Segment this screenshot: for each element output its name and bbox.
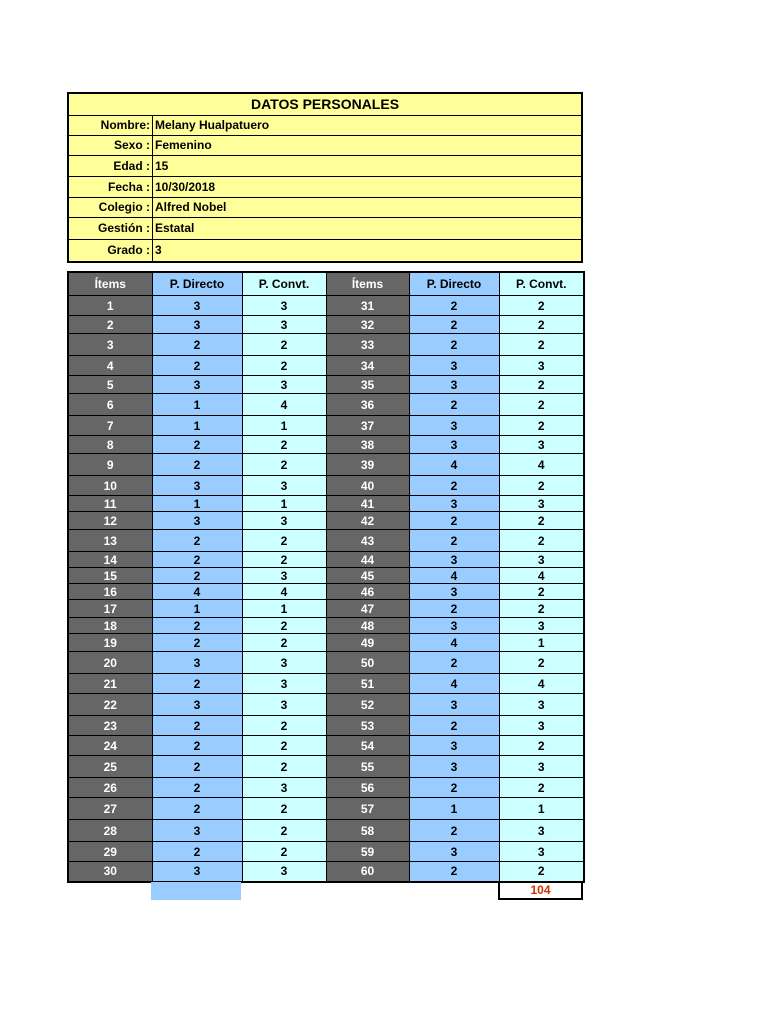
p-directo-value[interactable]: 2: [152, 334, 242, 356]
table-row: [68, 376, 584, 394]
p-directo-value[interactable]: 3: [409, 618, 499, 634]
p-directo-value[interactable]: 3: [409, 736, 499, 756]
item-number[interactable]: 49: [326, 634, 409, 652]
table-row: [68, 798, 584, 820]
item-number[interactable]: 46: [326, 584, 409, 600]
table-row: [68, 394, 584, 416]
p-directo-value[interactable]: 3: [152, 694, 242, 716]
p-convt-value[interactable]: 3: [242, 568, 326, 584]
p-convt-value[interactable]: 2: [242, 842, 326, 862]
p-convt-value[interactable]: 2: [242, 820, 326, 842]
field-row-edad: [69, 156, 581, 177]
p-convt-value[interactable]: 3: [499, 552, 584, 568]
field-label: Nombre:: [69, 116, 153, 135]
p-directo-value[interactable]: 1: [152, 416, 242, 436]
p-convt-value[interactable]: 2: [499, 476, 584, 496]
item-number[interactable]: 36: [326, 394, 409, 416]
field-label: Edad :: [69, 156, 153, 176]
p-directo-value[interactable]: 2: [152, 756, 242, 778]
item-number[interactable]: 33: [326, 334, 409, 356]
table-row: [68, 356, 584, 376]
p-convt-value[interactable]: 1: [242, 600, 326, 618]
p-directo-value[interactable]: 2: [152, 552, 242, 568]
field-row-nombre: [69, 116, 581, 136]
p-convt-value[interactable]: 2: [499, 862, 584, 882]
item-number[interactable]: 25: [68, 756, 152, 778]
scores-table-body: [68, 296, 584, 882]
p-convt-value[interactable]: 3: [242, 316, 326, 334]
p-convt-value[interactable]: 2: [242, 334, 326, 356]
item-number[interactable]: 47: [326, 600, 409, 618]
p-directo-value[interactable]: 2: [409, 476, 499, 496]
table-row: [68, 778, 584, 798]
table-row: [68, 530, 584, 552]
col-header-p-directo: P. Directo: [409, 272, 499, 296]
p-convt-value[interactable]: 3: [499, 842, 584, 862]
table-row: [68, 476, 584, 496]
p-directo-total-cell[interactable]: [151, 882, 241, 900]
p-convt-value[interactable]: 2: [499, 334, 584, 356]
p-convt-value[interactable]: 2: [499, 652, 584, 674]
item-number[interactable]: 6: [68, 394, 152, 416]
table-row: [68, 716, 584, 736]
p-convt-value[interactable]: 2: [242, 356, 326, 376]
p-convt-total-cell[interactable]: 104: [498, 881, 583, 900]
p-directo-value[interactable]: 2: [409, 820, 499, 842]
item-number[interactable]: 24: [68, 736, 152, 756]
p-directo-value[interactable]: 3: [152, 512, 242, 530]
item-number[interactable]: 9: [68, 454, 152, 476]
item-number[interactable]: 17: [68, 600, 152, 618]
p-directo-value[interactable]: 2: [152, 778, 242, 798]
item-number[interactable]: 11: [68, 496, 152, 512]
p-directo-value[interactable]: 3: [409, 356, 499, 376]
item-number[interactable]: 59: [326, 842, 409, 862]
table-row: [68, 334, 584, 356]
item-number[interactable]: 7: [68, 416, 152, 436]
p-convt-value[interactable]: 1: [242, 496, 326, 512]
p-directo-value[interactable]: 2: [152, 674, 242, 694]
p-directo-value[interactable]: 3: [409, 496, 499, 512]
col-header-p-convt: P. Convt.: [499, 272, 584, 296]
item-number[interactable]: 58: [326, 820, 409, 842]
item-number[interactable]: 39: [326, 454, 409, 476]
item-number[interactable]: 15: [68, 568, 152, 584]
p-convt-value[interactable]: 1: [499, 634, 584, 652]
table-row: [68, 862, 584, 882]
p-convt-value[interactable]: 3: [242, 862, 326, 882]
p-directo-value[interactable]: 1: [152, 394, 242, 416]
item-number[interactable]: 56: [326, 778, 409, 798]
col-header-p-directo: P. Directo: [152, 272, 242, 296]
p-convt-value[interactable]: 4: [499, 674, 584, 694]
p-directo-value[interactable]: 3: [409, 842, 499, 862]
p-convt-value[interactable]: 4: [499, 454, 584, 476]
p-directo-value[interactable]: 3: [152, 316, 242, 334]
item-number[interactable]: 41: [326, 496, 409, 512]
p-convt-value[interactable]: 2: [242, 736, 326, 756]
item-number[interactable]: 18: [68, 618, 152, 634]
p-directo-value[interactable]: 2: [152, 842, 242, 862]
col-header-p-convt: P. Convt.: [242, 272, 326, 296]
p-convt-value[interactable]: 2: [499, 778, 584, 798]
field-label: Colegio :: [69, 198, 153, 217]
p-directo-value[interactable]: 3: [152, 862, 242, 882]
p-convt-value[interactable]: 2: [242, 552, 326, 568]
p-convt-value[interactable]: 3: [242, 476, 326, 496]
p-directo-value[interactable]: 2: [409, 530, 499, 552]
field-label: Sexo :: [69, 136, 153, 155]
table-row: [68, 552, 584, 568]
item-number[interactable]: 31: [326, 296, 409, 316]
table-row: [68, 736, 584, 756]
p-convt-value[interactable]: 2: [242, 436, 326, 454]
item-number[interactable]: 52: [326, 694, 409, 716]
table-row: [68, 496, 584, 512]
field-value[interactable]: 15: [155, 159, 169, 173]
field-label: Grado :: [69, 240, 153, 261]
table-row: [68, 652, 584, 674]
item-number[interactable]: 57: [326, 798, 409, 820]
p-directo-value[interactable]: 2: [152, 798, 242, 820]
item-number[interactable]: 40: [326, 476, 409, 496]
p-convt-value[interactable]: 4: [242, 584, 326, 600]
item-number[interactable]: 43: [326, 530, 409, 552]
p-convt-value[interactable]: 3: [499, 436, 584, 454]
item-number[interactable]: 48: [326, 618, 409, 634]
p-directo-value[interactable]: 4: [409, 634, 499, 652]
p-directo-value[interactable]: 2: [409, 652, 499, 674]
p-directo-value[interactable]: 1: [409, 798, 499, 820]
p-convt-value[interactable]: 1: [242, 416, 326, 436]
item-number[interactable]: 2: [68, 316, 152, 334]
item-number[interactable]: 53: [326, 716, 409, 736]
p-directo-value[interactable]: 3: [409, 436, 499, 454]
p-convt-value[interactable]: 2: [242, 530, 326, 552]
field-label: Gestión :: [69, 218, 153, 239]
p-convt-value[interactable]: 2: [499, 512, 584, 530]
p-convt-value[interactable]: 3: [499, 820, 584, 842]
p-directo-value[interactable]: 2: [152, 618, 242, 634]
p-directo-value[interactable]: 3: [152, 376, 242, 394]
p-convt-value[interactable]: 3: [242, 512, 326, 530]
p-convt-value[interactable]: 2: [499, 584, 584, 600]
field-row-fecha: [69, 177, 581, 198]
p-directo-value[interactable]: 1: [152, 600, 242, 618]
p-directo-value[interactable]: 3: [409, 694, 499, 716]
item-number[interactable]: 5: [68, 376, 152, 394]
p-convt-value[interactable]: 2: [499, 530, 584, 552]
p-convt-value[interactable]: 3: [242, 694, 326, 716]
col-header-items: Ítems: [68, 272, 152, 296]
p-directo-value[interactable]: 2: [152, 436, 242, 454]
p-directo-value[interactable]: 2: [409, 316, 499, 334]
p-convt-value[interactable]: 2: [242, 618, 326, 634]
table-header-row: [68, 272, 584, 296]
personal-data-box: [67, 92, 583, 263]
p-convt-value[interactable]: 4: [499, 568, 584, 584]
item-number[interactable]: 10: [68, 476, 152, 496]
scores-table: [67, 271, 585, 883]
p-directo-value[interactable]: 2: [409, 334, 499, 356]
p-directo-value[interactable]: 2: [409, 394, 499, 416]
item-number[interactable]: 34: [326, 356, 409, 376]
item-number[interactable]: 3: [68, 334, 152, 356]
item-number[interactable]: 21: [68, 674, 152, 694]
p-directo-value[interactable]: 2: [409, 600, 499, 618]
p-directo-value[interactable]: 3: [409, 416, 499, 436]
field-label: Fecha :: [69, 177, 153, 197]
p-directo-value[interactable]: 3: [152, 652, 242, 674]
table-row: [68, 694, 584, 716]
table-row: [68, 634, 584, 652]
p-convt-value[interactable]: 2: [499, 600, 584, 618]
p-directo-value[interactable]: 2: [409, 862, 499, 882]
item-number[interactable]: 8: [68, 436, 152, 454]
p-directo-value[interactable]: 3: [152, 296, 242, 316]
p-directo-value[interactable]: 3: [409, 552, 499, 568]
p-directo-value[interactable]: 2: [152, 634, 242, 652]
p-convt-value[interactable]: 3: [499, 496, 584, 512]
item-number[interactable]: 12: [68, 512, 152, 530]
table-row: [68, 820, 584, 842]
p-convt-value[interactable]: 3: [499, 618, 584, 634]
p-directo-value[interactable]: 2: [152, 716, 242, 736]
item-number[interactable]: 29: [68, 842, 152, 862]
p-directo-value[interactable]: 2: [409, 716, 499, 736]
table-row: [68, 842, 584, 862]
table-row: [68, 316, 584, 334]
table-row: [68, 600, 584, 618]
p-convt-value[interactable]: 2: [499, 416, 584, 436]
p-convt-value[interactable]: 2: [499, 296, 584, 316]
item-number[interactable]: 28: [68, 820, 152, 842]
p-directo-value[interactable]: 2: [152, 356, 242, 376]
item-number[interactable]: 22: [68, 694, 152, 716]
item-number[interactable]: 51: [326, 674, 409, 694]
item-number[interactable]: 37: [326, 416, 409, 436]
item-number[interactable]: 44: [326, 552, 409, 568]
field-value[interactable]: 10/30/2018: [155, 180, 216, 194]
p-directo-value[interactable]: 2: [409, 778, 499, 798]
table-row: [68, 618, 584, 634]
item-number[interactable]: 23: [68, 716, 152, 736]
p-convt-value[interactable]: 3: [499, 356, 584, 376]
item-number[interactable]: 32: [326, 316, 409, 334]
item-number[interactable]: 20: [68, 652, 152, 674]
item-number[interactable]: 16: [68, 584, 152, 600]
p-convt-value[interactable]: 1: [499, 798, 584, 820]
item-number[interactable]: 42: [326, 512, 409, 530]
field-value[interactable]: Alfred Nobel: [155, 200, 227, 214]
table-row: [68, 756, 584, 778]
p-directo-value[interactable]: 4: [152, 584, 242, 600]
p-directo-value[interactable]: 2: [152, 736, 242, 756]
p-directo-value[interactable]: 2: [409, 296, 499, 316]
p-convt-value[interactable]: 2: [242, 634, 326, 652]
item-number[interactable]: 60: [326, 862, 409, 882]
p-convt-value[interactable]: 3: [242, 674, 326, 694]
item-number[interactable]: 38: [326, 436, 409, 454]
field-value[interactable]: Estatal: [155, 221, 195, 235]
item-number[interactable]: 1: [68, 296, 152, 316]
p-directo-value[interactable]: 4: [409, 568, 499, 584]
p-directo-value[interactable]: 3: [409, 584, 499, 600]
table-row: [68, 568, 584, 584]
table-row: [68, 296, 584, 316]
p-convt-value[interactable]: 3: [242, 778, 326, 798]
p-convt-value[interactable]: 3: [499, 694, 584, 716]
p-directo-value[interactable]: 4: [409, 674, 499, 694]
p-convt-value[interactable]: 3: [242, 652, 326, 674]
p-convt-value[interactable]: 3: [499, 716, 584, 736]
p-directo-value[interactable]: 3: [409, 756, 499, 778]
p-convt-value[interactable]: 2: [242, 716, 326, 736]
p-directo-value[interactable]: 2: [152, 530, 242, 552]
p-directo-value[interactable]: 3: [152, 820, 242, 842]
p-convt-value[interactable]: 3: [242, 296, 326, 316]
table-row: [68, 436, 584, 454]
p-directo-value[interactable]: 2: [409, 512, 499, 530]
item-number[interactable]: 54: [326, 736, 409, 756]
item-number[interactable]: 13: [68, 530, 152, 552]
field-row-gestion: [69, 218, 581, 240]
p-convt-value[interactable]: 2: [499, 316, 584, 334]
personal-data-title: DATOS PERSONALES: [69, 94, 581, 116]
item-number[interactable]: 19: [68, 634, 152, 652]
p-directo-value[interactable]: 1: [152, 496, 242, 512]
p-directo-value[interactable]: 2: [152, 454, 242, 476]
item-number[interactable]: 4: [68, 356, 152, 376]
field-value[interactable]: Melany Hualpatuero: [155, 118, 270, 132]
field-value[interactable]: 3: [155, 243, 162, 257]
p-convt-value[interactable]: 3: [499, 756, 584, 778]
table-row: [68, 454, 584, 476]
table-row: [68, 512, 584, 530]
field-row-grado: [69, 240, 581, 261]
table-row: [68, 584, 584, 600]
p-convt-value[interactable]: 3: [242, 376, 326, 394]
p-directo-value[interactable]: 3: [152, 476, 242, 496]
p-directo-value[interactable]: 3: [409, 376, 499, 394]
item-number[interactable]: 27: [68, 798, 152, 820]
p-convt-value[interactable]: 2: [499, 394, 584, 416]
item-number[interactable]: 30: [68, 862, 152, 882]
item-number[interactable]: 26: [68, 778, 152, 798]
field-row-colegio: [69, 198, 581, 218]
p-convt-value[interactable]: 2: [242, 756, 326, 778]
table-row: [68, 416, 584, 436]
field-value[interactable]: Femenino: [155, 138, 212, 152]
field-row-sexo: [69, 136, 581, 156]
col-header-items: Ítems: [326, 272, 409, 296]
item-number[interactable]: 45: [326, 568, 409, 584]
p-convt-value[interactable]: 2: [499, 376, 584, 394]
p-directo-value[interactable]: 4: [409, 454, 499, 476]
item-number[interactable]: 14: [68, 552, 152, 568]
p-convt-value[interactable]: 2: [242, 454, 326, 476]
item-number[interactable]: 50: [326, 652, 409, 674]
p-directo-value[interactable]: 2: [152, 568, 242, 584]
p-convt-value[interactable]: 2: [242, 798, 326, 820]
p-convt-value[interactable]: 2: [499, 736, 584, 756]
item-number[interactable]: 35: [326, 376, 409, 394]
p-convt-value[interactable]: 4: [242, 394, 326, 416]
item-number[interactable]: 55: [326, 756, 409, 778]
table-row: [68, 674, 584, 694]
